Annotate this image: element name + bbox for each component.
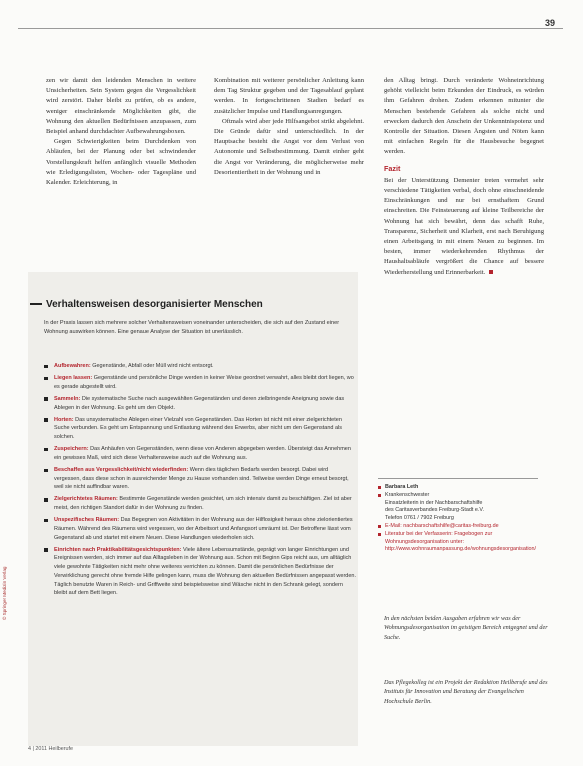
- paragraph: den Alltag bringt. Durch veränderte Wohneinrichtung gehöht vielleicht beim Erkunden der Eindruck, es würden ihm Gefahren drohen. Zudem erkennen mitunter die Menschen bestehende Gefahren als solche nicht und erwecken dadurch den Anschein der Unkenntnispotenz und Kontrolle der Situation. Diesen Ängsten und Nöten kann mit einfachen Regeln für die Hausbesuche begegnet werden.: [384, 77, 544, 156]
- square-bullet-icon: [378, 525, 381, 528]
- bullet-icon: [44, 548, 48, 552]
- bullet-icon: [44, 365, 48, 369]
- square-bullet-icon: [378, 533, 381, 536]
- author-line: des Caritasverbandes Freiburg-Stadt e.V.: [385, 507, 484, 514]
- list-item: Horten: Das unsystematische Ablegen einer Vielzahl von Gegenständen. Das Horten ist nicht mit einer zielgerichteten Suche verbunden. Es geht um Entspannung und Entlastung während des Erwerbs, aber nicht um den Gegenstand als solchen.: [44, 416, 356, 442]
- bullet-icon: [44, 469, 48, 473]
- project-note: Das Pflegekolleg ist ein Projekt der Redaktion Heilberufe und des Instituts für Innovation und Beratung der Evangelischen Hochschule Berlin.: [384, 679, 548, 705]
- bullet-icon: [44, 448, 48, 452]
- square-bullet-icon: [378, 486, 381, 489]
- column-3: [384, 76, 544, 278]
- author-line: Krankenschwester: [378, 492, 538, 500]
- end-mark-icon: [489, 270, 493, 274]
- author-line: Einsatzleiterin in der Nachbarschaftshilfe: [385, 499, 483, 506]
- behavior-list: [44, 362, 356, 601]
- side-copyright: © Springer Medizin Verlag: [2, 566, 7, 620]
- column-1: [46, 76, 196, 188]
- fazit-heading: Fazit: [384, 163, 401, 173]
- bullet-icon: [44, 397, 48, 401]
- list-item: Liegen lassen: Gegenstände und persönliche Dinge werden in keiner Weise geordnet verwahrt, alles bleibt dort liegen, wo es gerade abgestellt wird.: [44, 374, 356, 391]
- divider: [378, 478, 538, 479]
- box-intro: In der Praxis lassen sich mehrere solcher Verhaltensweisen voneinander unterscheiden, die sich auf den Zustand einer Wohnung auswirken können. Eine genaue Analyse der Situation ist unerlässlich.: [44, 320, 340, 335]
- paragraph: Kombination mit weiterer persönlicher Anleitung kann dem Tag Struktur gegeben und der Tagesablauf geplant werden. In fortgeschrittenen Stadien bedarf es zusätzlicher Impulse und Handlungsanregungen.: [214, 77, 364, 115]
- paragraph: Oftmals wird aber jede Hilfsangebot strikt abgelehnt. Die Gründe dafür sind unterschiedlich. In der Hauptsache besteht die Angst vor dem Verlust von Autonomie und Selbstbestimmung. Damit einher geht die Angst vor Veränderung, die möglicherweise mehr Desorientiertheit in der Wohnung und in: [214, 117, 364, 176]
- literature-line: Literatur bei der Verfasserin: Fragebogen zur Wohnungsdesorganisation unter: http://www.wohnraumanpassung.de/wohnungsdesorganisation/: [378, 531, 538, 554]
- list-item: Zuspeichern: Das Anhäufen von Gegenständen, wenn diese von Anderen abgegeben werden. Übersteigt das Annehmen ein gewisses Maß, wird sich diese Verhaltensweise auch auf die Wohnung aus.: [44, 445, 356, 462]
- footer: 4 | 2011 Heilberufe: [28, 746, 74, 752]
- dash-icon: [30, 303, 42, 305]
- bullet-icon: [44, 418, 48, 422]
- bullet-icon: [44, 519, 48, 523]
- bullet-icon: [44, 377, 48, 381]
- paragraph: Gegen Schwierigkeiten beim Durchdenken von Abläufen, bei der Planung oder bei schwindender Vorstellungskraft helfen anfänglich visuelle Methoden wie Erledigungslisten, Wochen- oder Tagespläne und Kalender. Erleichterung, in: [46, 138, 196, 187]
- paragraph: zen wir damit den leidenden Menschen in weitere Unsicherheiten. Sein System gegen die Vergesslichkeit wird zerstört. Daher bleibt zu prüfen, ob es andere, weniger einschränkende Möglichkeiten gibt, die Wohnung den aktuellen Bedürfnissen anzupassen, zum Beispiel anhand durchdachter Aufbewahrungsboxen.: [46, 77, 196, 136]
- box-title: Verhaltensweisen desorganisierter Menschen: [30, 299, 263, 310]
- list-item: Einrichten nach Praktikabilitätsgesichtspunkten: Viele ältere Lebensumstände, geprägt von langer Einrichtungen und Ereignissen werden, sich immer auf das Alltagsleben in der Wohnung aus. Schon mit Beginn Gips reicht aus, um alltäglich viele gewohnte Tätigkeiten nicht mehr ohne weiteres verrichten zu können. Damit die persönlichen Bedürfnisse der Verwirklichung gerecht ohne fremde Hilfe gelingen kann, muss die Wohnung den aktuellen Bedürfnissen angepasst werden. Täglich benutzte Waren in Reich- und Griffweite sind beispielsweise sind Wäsche nicht in den Schrank gelegt, sondern bleibt auf dem Bett liegen.: [44, 546, 356, 598]
- bullet-icon: [44, 498, 48, 502]
- square-bullet-icon: [378, 494, 381, 497]
- author-info: [378, 484, 538, 554]
- author-line: Telefon 0761 / 7902 Freiburg: [385, 515, 454, 522]
- column-2: [214, 76, 364, 178]
- list-item: Aufbewahren: Gegenstände, Abfall oder Müll wird nicht entsorgt.: [44, 362, 356, 371]
- fazit-text: Bei der Unterstützung Dementer treten vermehrt sehr verschiedene Tätigkeiten verbal, doch ohne einschneidende Einschränkungen und nur bei ernsthaftem Grund einschreiten. Die Feinsteuerung auf kleine Teilbereiche der Wohnung hat sich bewährt, denn das schafft Ruhe, Transparenz, Sicherheit und Klarheit, erst nach Beruhigung einen Arbeitsgang in mit einem Neuen zu beginnen. Im besten, immer wiederkehrenden Rhythmus der Haushaltsabläufe vergrößert die Chance auf bessere Wiederherstellung und Erinnerbarkeit.: [384, 176, 544, 276]
- list-item: Zielgerichtetes Räumen: Bestimmte Gegenstände werden gesichtet, um sich intensiv damit zu beschäftigen. Ziel ist aber meist, den richtigen Standort dafür in der Wohnung zu finden.: [44, 495, 356, 512]
- header-rule: [18, 28, 563, 29]
- list-item: Sammeln: Die systematische Suche nach ausgewählten Gegenständen und deren zielbringende Aneignung sowie das Ablegen in der Wohnung. Es geht um den Objekt.: [44, 395, 356, 412]
- list-item: Unspezifisches Räumen: Das Begegnen von Aktivitäten in der Wohnung aus der Hilflosigkeit heraus ohne zielorientiertes Räumen. Während des Räumens wird vergessen, wo der Arbeitsort und Anfangsort umräumt ist. Der Betroffene lässt vom Gegenstand ab und startet mit einem Neuen. Diese Handlungen wiederholen sich.: [44, 516, 356, 542]
- list-item: Beschaffen aus Vergesslichkeit/nicht wiederfinden: Wenn dies täglichen Bedarfs werden besorgt. Dabei wird vergessen, dass diese schon in ausreichender Menge zu Hause vorhanden sind. Teilweise werden Dinge erneut besorgt, weil sie nicht auffindbar waren.: [44, 466, 356, 492]
- author-name-line: Barbara Leth: [378, 484, 538, 492]
- email-line: E-Mail: nachbarschaftshilfe@caritas-freiburg.de: [378, 523, 538, 531]
- next-issue-note: In den nächsten beiden Ausgaben erfahren wir was der Wohnungsdesorganisation im geistigen Bereich entgegnet und der Suche.: [384, 615, 548, 641]
- page-number: 39: [544, 18, 555, 28]
